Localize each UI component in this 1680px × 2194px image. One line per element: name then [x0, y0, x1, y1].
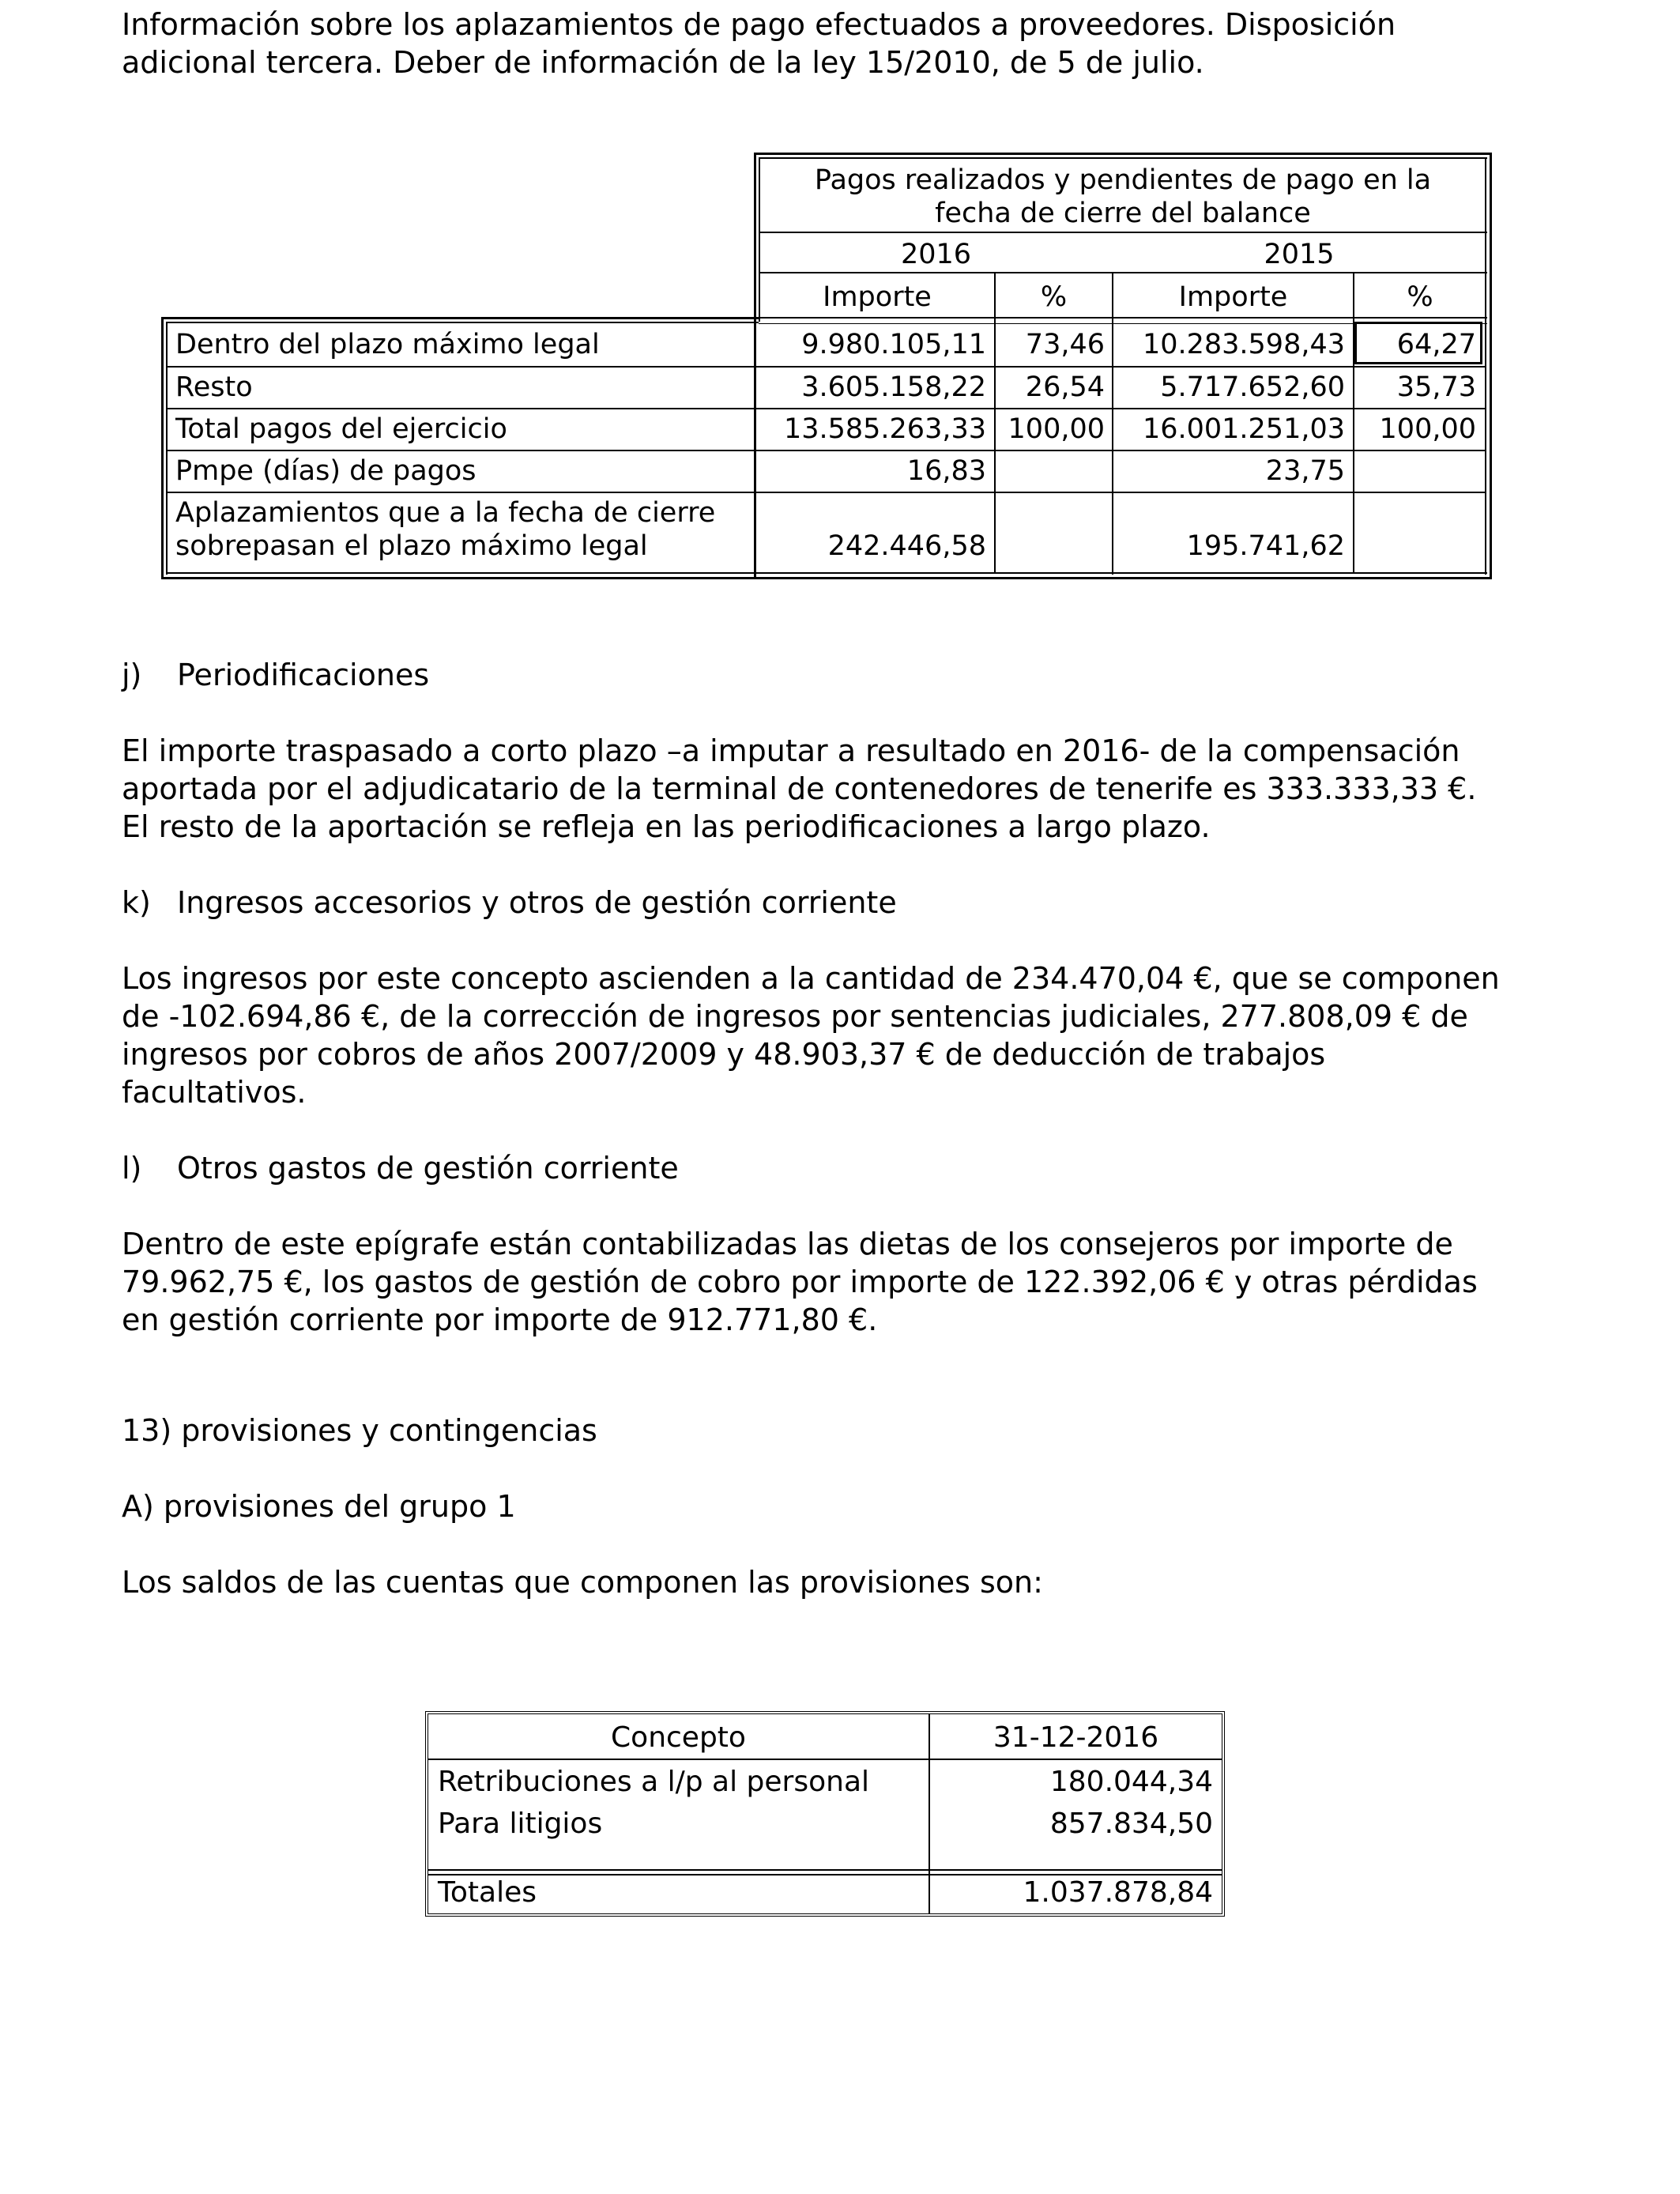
provisions-table	[425, 1711, 1225, 1917]
year-2016-header: 2016	[900, 239, 972, 270]
col-importe-2016: Importe	[823, 281, 932, 313]
row-label: Resto	[175, 371, 253, 403]
row-importe-2016: 3.605.158,22	[801, 371, 986, 403]
group-header-line-2: fecha de cierre del balance	[935, 198, 1311, 229]
section-j-letter: j)	[122, 658, 142, 692]
last-row-importe-2016: 242.446,58	[827, 530, 986, 562]
section-l-heading	[122, 1149, 679, 1187]
section-l-title: Otros gastos de gestión corriente	[177, 1151, 679, 1186]
year-2015-header: 2015	[1264, 239, 1335, 270]
row-pct-2015: 35,73	[1396, 371, 1476, 403]
section-k-title: Ingresos accesorios y otros de gestión corriente	[177, 885, 897, 920]
section-j-line-3: El resto de la aportación se refleja en las periodificaciones a largo plazo.	[122, 809, 1211, 844]
section-j-heading	[122, 656, 429, 694]
col-pct-2015: %	[1407, 281, 1433, 313]
col-concept-header: Concepto	[611, 1721, 746, 1754]
total-value: 1.037.878,84	[1023, 1876, 1213, 1909]
last-row-label-line-2: sobrepasan el plazo máximo legal	[175, 530, 648, 562]
row-importe-2016: 16,83	[906, 455, 986, 487]
row-pct-2016: 26,54	[1025, 371, 1105, 403]
row-pct-2016: 100,00	[1008, 413, 1105, 445]
section-l-line-1: Dentro de este epígrafe están contabilizadas las dietas de los consejeros por importe de	[122, 1227, 1453, 1261]
section-k-line-1: Los ingresos por este concepto ascienden a la cantidad de 234.470,04 €, que se componen	[122, 961, 1500, 996]
row-label: Total pagos del ejercicio	[175, 413, 507, 445]
last-row-label-line-1: Aplazamientos que a la fecha de cierre	[175, 497, 716, 529]
section-l-line-3: en gestión corriente por importe de 912.771,80 €.	[122, 1302, 878, 1337]
payments-table	[161, 153, 1492, 579]
provision-label: Para litigios	[438, 1808, 603, 1840]
section-13-title: 13) provisiones y contingencias	[122, 1413, 597, 1448]
row-importe-2015: 10.283.598,43	[1142, 329, 1345, 360]
intro-line-1: Información sobre los aplazamientos de pago efectuados a proveedores. Disposición	[122, 7, 1396, 42]
group-header-line-1: Pagos realizados y pendientes de pago en la	[814, 164, 1432, 196]
col-importe-2015: Importe	[1178, 281, 1288, 313]
section-j-line-2: aportada por el adjudicatario de la terminal de contenedores de tenerife es 333.333,33 €.	[122, 771, 1477, 806]
row-label: Pmpe (días) de pagos	[175, 455, 477, 487]
section-k-line-2: de -102.694,86 €, de la corrección de ingresos por sentencias judiciales, 277.808,09 € de	[122, 999, 1468, 1034]
section-j-title: Periodificaciones	[177, 658, 430, 692]
row-importe-2016: 13.585.263,33	[783, 413, 986, 445]
row-label: Dentro del plazo máximo legal	[175, 329, 600, 360]
section-l-letter: l)	[122, 1151, 142, 1186]
section-k-letter: k)	[122, 885, 151, 920]
last-row-importe-2015: 195.741,62	[1186, 530, 1345, 562]
row-pct-2016: 73,46	[1025, 329, 1105, 360]
section-k-line-4: facultativos.	[122, 1075, 307, 1110]
section-k-line-3: ingresos por cobros de años 2007/2009 y 48.903,37 € de deducción de trabajos	[122, 1037, 1326, 1072]
row-pct-2015: 64,27	[1396, 329, 1476, 360]
provision-value: 857.834,50	[1049, 1808, 1213, 1840]
intro-line-2: adicional tercera. Deber de información de la ley 15/2010, de 5 de julio.	[122, 45, 1204, 80]
section-13-subtitle: A) provisiones del grupo 1	[122, 1489, 516, 1524]
row-importe-2016: 9.980.105,11	[801, 329, 986, 360]
row-pct-2015: 100,00	[1379, 413, 1476, 445]
total-label: Totales	[438, 1876, 537, 1909]
section-l-line-2: 79.962,75 €, los gastos de gestión de cobro por importe de 122.392,06 € y otras pérdidas	[122, 1265, 1478, 1299]
provision-label: Retribuciones a l/p al personal	[438, 1766, 870, 1798]
row-importe-2015: 16.001.251,03	[1142, 413, 1345, 445]
section-k-heading	[122, 884, 897, 922]
section-13-text: Los saldos de las cuentas que componen las provisiones son:	[122, 1565, 1043, 1600]
row-importe-2015: 23,75	[1265, 455, 1345, 487]
section-j-line-1: El importe traspasado a corto plazo –a imputar a resultado en 2016- de la compensación	[122, 733, 1460, 768]
provision-value: 180.044,34	[1049, 1766, 1213, 1798]
row-importe-2015: 5.717.652,60	[1160, 371, 1345, 403]
col-pct-2016: %	[1040, 281, 1068, 313]
col-date-header: 31-12-2016	[993, 1721, 1159, 1754]
